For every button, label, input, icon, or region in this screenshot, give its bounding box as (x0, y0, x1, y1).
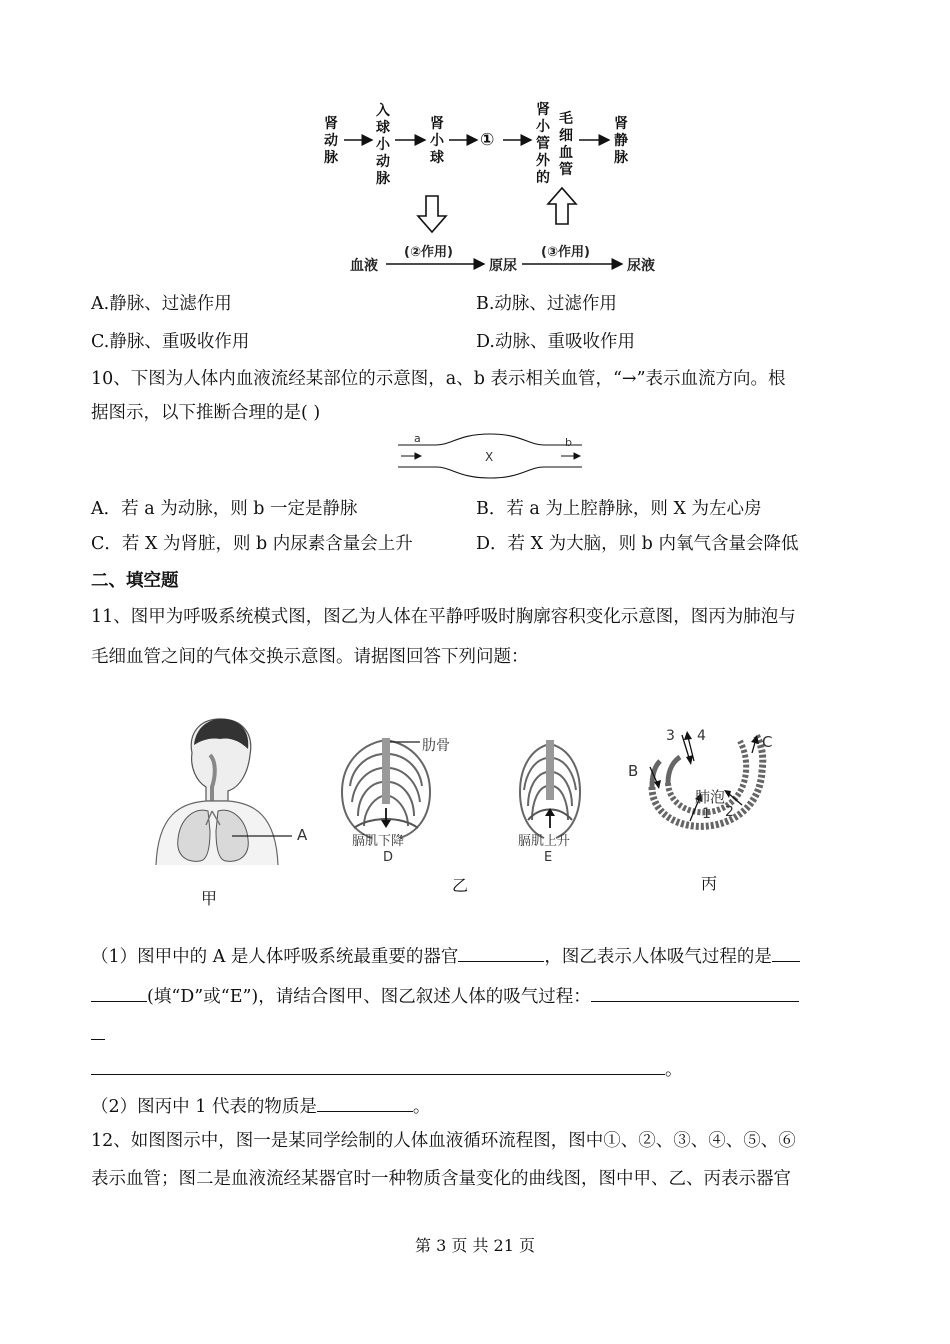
fig-yi-label-d-text: 膈肌下降 (352, 834, 405, 849)
q10-stem-line1: 10、下图为人体内血液流经某部位的示意图，a、b 表示相关血管，“→”表示血流方向。根 (91, 369, 786, 389)
q11-blank-process-c[interactable] (91, 1056, 665, 1075)
q11-blank-process-a[interactable] (591, 983, 799, 1002)
q11-sub1-end: 。 (665, 1060, 683, 1080)
node-renal-artery: 肾动脉 (324, 116, 338, 166)
q12-stem-line1: 12、如图图示中，图一是某同学绘制的人体血液循环流程图，图中①、②、③、④、⑤、⑥ (91, 1131, 796, 1151)
fig-bing-label-b: B (628, 762, 639, 780)
fig-bing-label-c: C (762, 733, 773, 751)
label-action-2: (②作用) (404, 245, 453, 260)
q11-sub1-line2-text: (填“D”或“E”)，请结合图甲、图乙叙述人体的吸气过程： (147, 987, 591, 1007)
node-outside-tubule: 肾小管外的 (536, 102, 550, 186)
fig-yi-label-rib: 肋骨 (422, 738, 450, 754)
q11-sub2 (91, 1093, 430, 1119)
q11-blank-inhale-b[interactable] (91, 983, 147, 1002)
fig-yi-label-d: D (383, 850, 394, 865)
fig-jia-respiratory-system (150, 715, 320, 865)
q11-sub2-text: （2）图丙中 1 代表的物质是 (91, 1097, 317, 1117)
q10-label-b: b (565, 436, 572, 449)
fig-bing-caption: 丙 (701, 874, 718, 893)
label-blood: 血液 (350, 258, 378, 274)
page-footer: 第 3 页 共 21 页 (415, 1236, 535, 1255)
q11-sub1-text: （1）图甲中的 A 是人体呼吸系统最重要的器官 (91, 947, 459, 967)
q9-option-c: C.静脉、重吸收作用 (91, 332, 250, 352)
q10-option-b: B．若 a 为上腔静脉，则 X 为左心房 (476, 499, 762, 519)
node-capillary: 毛细血管 (559, 111, 573, 178)
q10-vessel-figure (0, 430, 950, 490)
section-title-fill-blank: 二、填空题 (91, 571, 179, 591)
q10-label-x: X (485, 450, 494, 464)
q11-sub1-line4 (91, 1056, 683, 1082)
q10-option-c: C．若 X 为肾脏，则 b 内尿素含量会上升 (91, 534, 413, 554)
kidney-arrows (0, 0, 950, 300)
q10-stem-line2: 据图示，以下推断合理的是( ) (91, 403, 321, 423)
q10-label-a: a (414, 432, 421, 445)
q9-option-a: A.静脉、过滤作用 (91, 294, 232, 314)
q9-option-b: B.动脉、过滤作用 (476, 294, 617, 314)
q11-sub1-line2 (91, 983, 799, 1009)
fig-bing-label-alveolus: 肺泡 (695, 788, 726, 806)
fig-jia-label-a: A (297, 826, 308, 844)
node-renal-vein: 肾静脉 (614, 116, 628, 166)
q11-stem-line1: 11、图甲为呼吸系统模式图，图乙为人体在平静呼吸时胸廓容积变化示意图，图丙为肺泡与 (91, 607, 796, 627)
q11-stem-line2: 毛细血管之间的气体交换示意图。请据图回答下列问题： (91, 647, 529, 667)
label-action-3: (③作用) (541, 245, 590, 260)
node-afferent-arteriole: 入球小动脉 (376, 103, 390, 187)
fig-yi-label-e: E (544, 850, 553, 865)
fig-bing-label-4: 4 (697, 728, 706, 744)
label-primary-urine: 原尿 (489, 258, 517, 274)
label-urine: 尿液 (627, 258, 655, 274)
fig-bing-label-3: 3 (666, 728, 675, 744)
q11-sub1-line1 (91, 943, 800, 969)
fig-jia-caption: 甲 (201, 889, 218, 908)
q11-sub2-end: 。 (412, 1097, 431, 1117)
fig-yi-label-e-text: 膈肌上升 (518, 834, 571, 849)
q9-option-d: D.动脉、重吸收作用 (476, 332, 635, 352)
q11-blank-substance[interactable] (317, 1093, 413, 1112)
fig-bing-label-2: 2 (725, 804, 734, 820)
fig-yi-caption: 乙 (452, 876, 469, 895)
node-1: ① (480, 130, 495, 150)
node-glomerulus: 肾小球 (430, 116, 444, 166)
q12-stem-line2: 表示血管；图二是血液流经某器官时一种物质含量变化的曲线图，图中甲、乙、丙表示器官 (91, 1169, 791, 1189)
fig-bing-label-1: 1 (702, 806, 711, 822)
q10-option-a: A．若 a 为动脉，则 b 一定是静脉 (91, 499, 358, 519)
q11-blank-inhale-a[interactable] (772, 943, 800, 962)
q11-sub1-mid: ，图乙表示人体吸气过程的是 (544, 947, 772, 967)
q11-blank-organ[interactable] (458, 943, 544, 962)
q10-option-d: D．若 X 为大脑，则 b 内氧气含量会降低 (476, 534, 799, 554)
q11-blank-process-b[interactable] (91, 1021, 105, 1040)
q11-sub1-line3 (91, 1021, 105, 1047)
